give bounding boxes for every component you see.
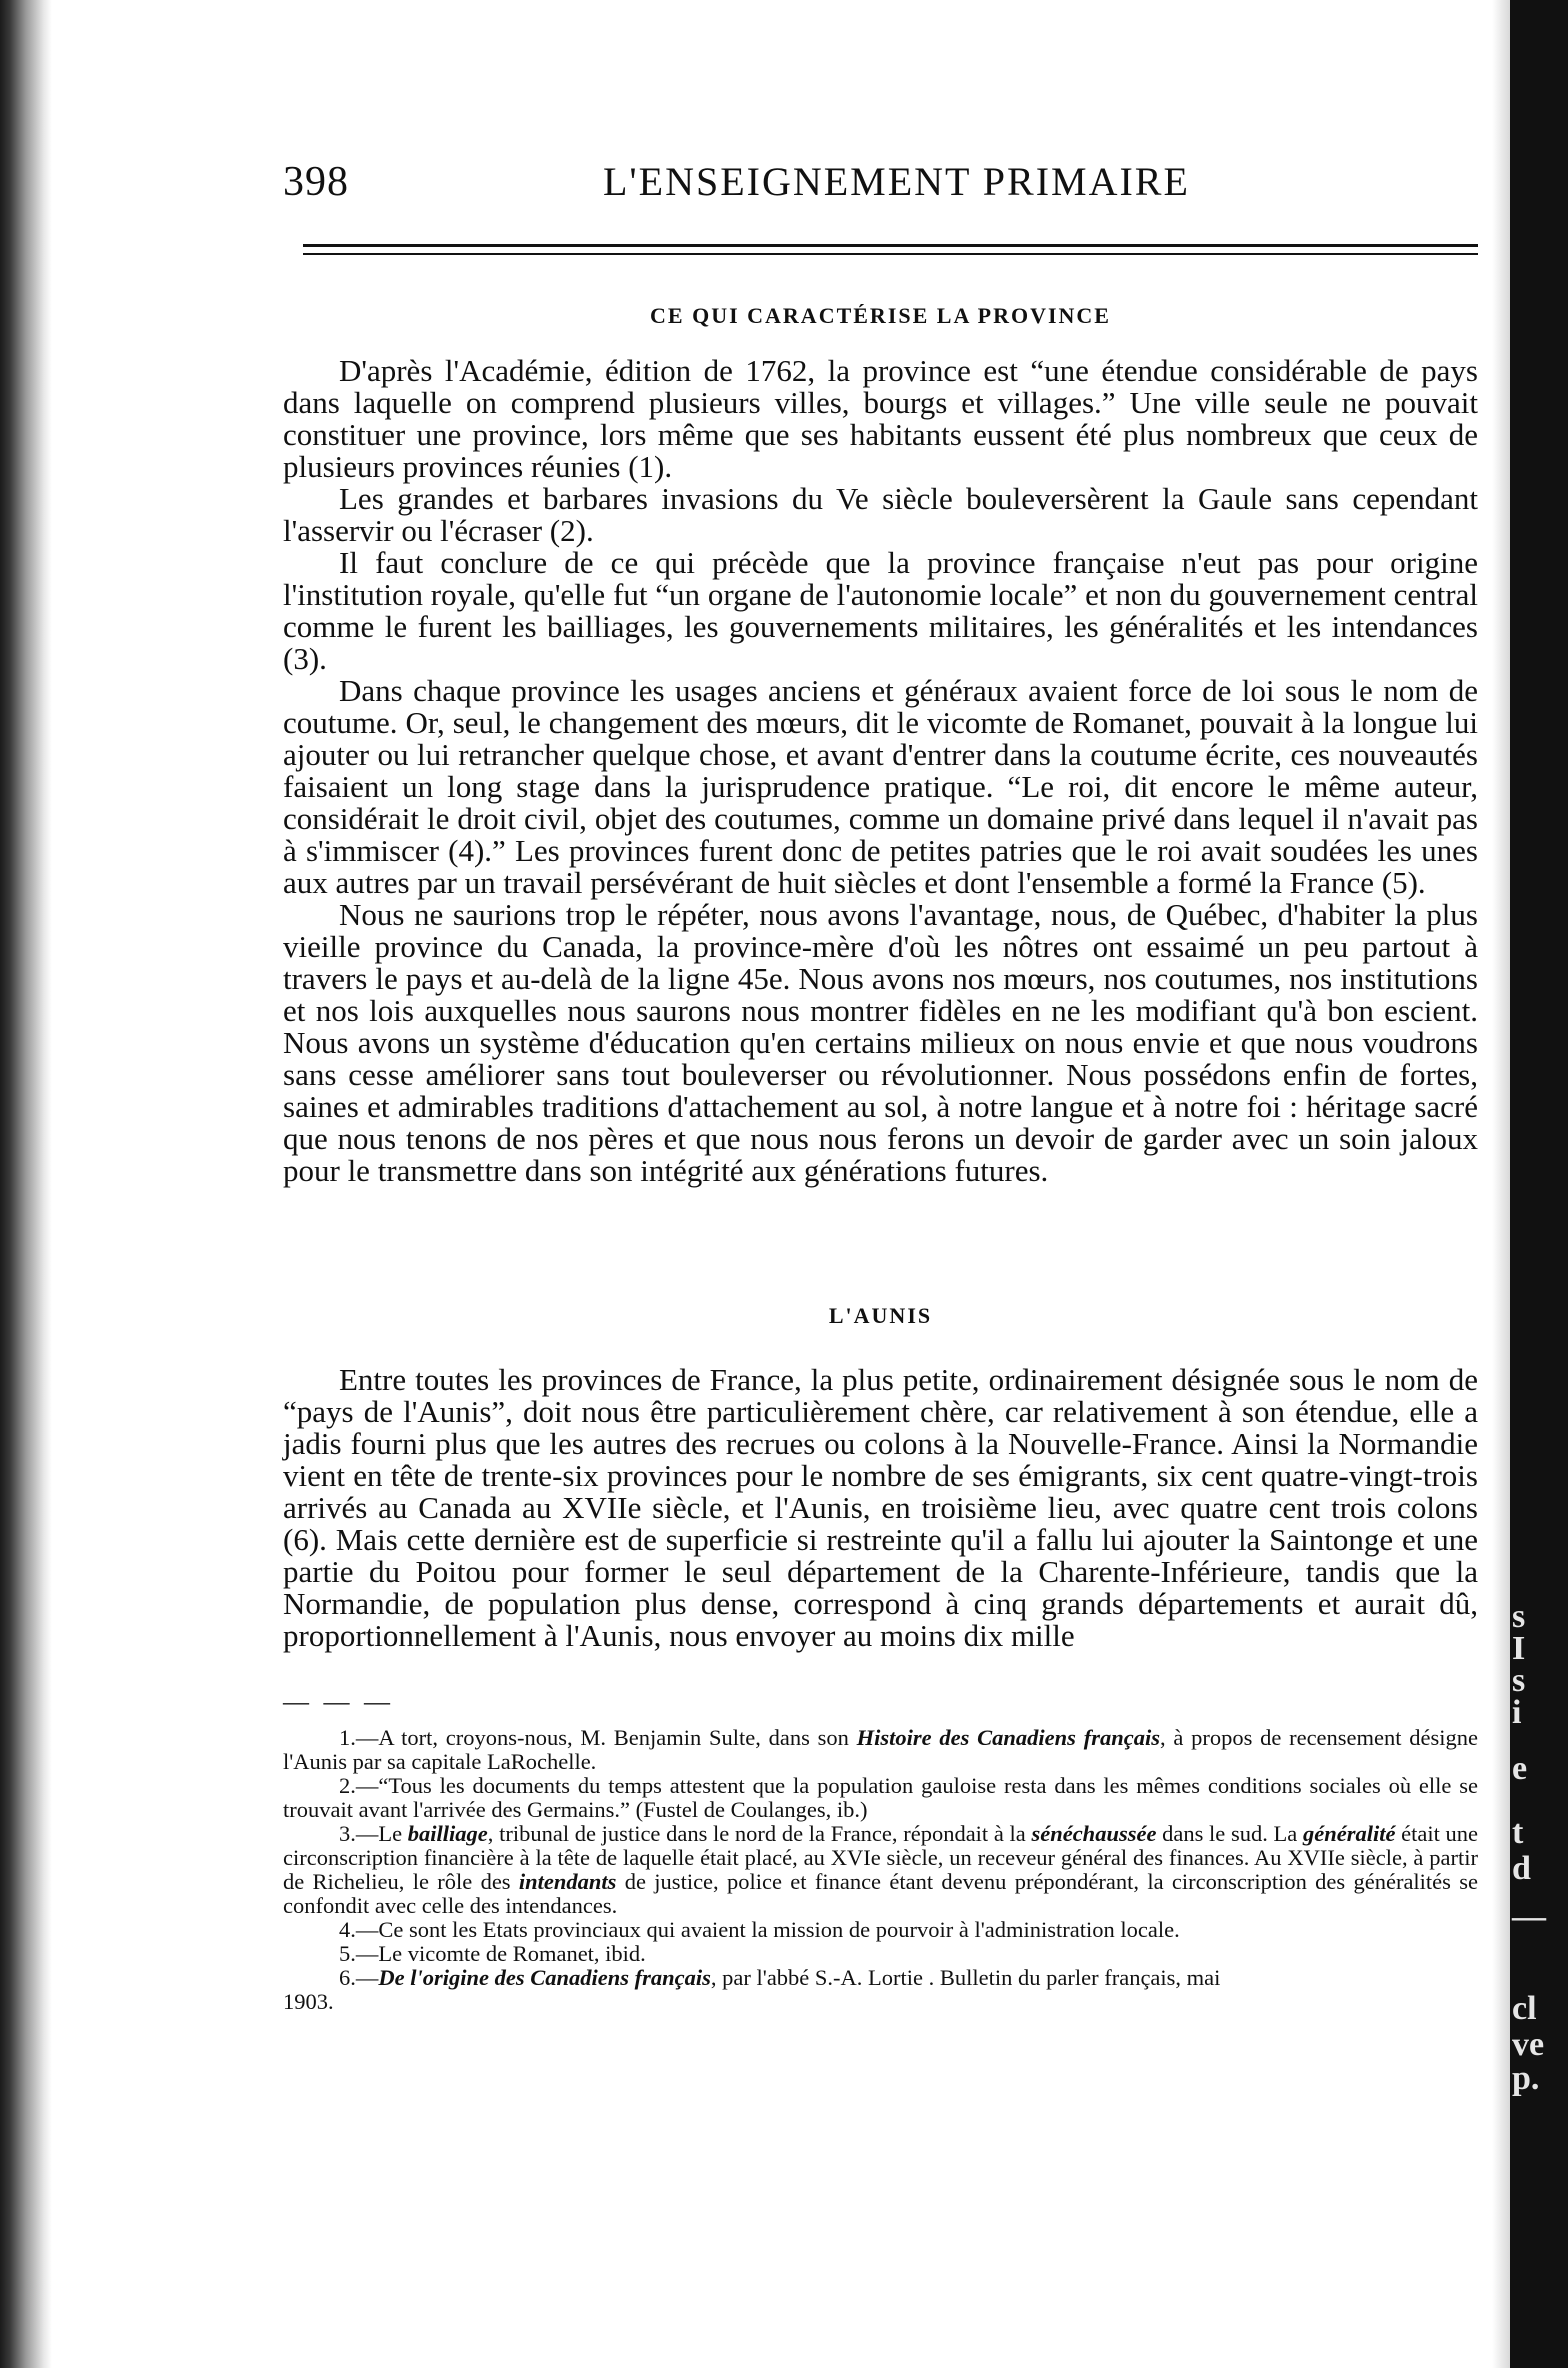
footnote-5: 5.—Le vicomte de Romanet, ibid. <box>339 1941 646 1966</box>
section-heading-province: CE QUI CARACTÉRISE LA PROVINCE <box>650 303 1111 328</box>
paragraph: Dans chaque province les usages anciens et généraux avaient force de loi sous le nom de coutume. Or, seul, le changement des mœurs, dit le vicomte de Romanet, pouvait à la longue lui ajouter ou lui retrancher quelque chose, et avant d'entrer dans la coutume écrite, ces nouveautés faisaient un long stage dans la jurisprudence pratique. “Le roi, dit encore le même auteur, considérait le droit civil, objet des coutumes, comme un domaine privé dans lequel il n'avait pas à s'immiscer (4).” Les provinces furent donc de petites patries que le roi avait soudées les unes aux autres par un travail persévérant de huit siècles et dont l'ensemble a formé la France (5). <box>283 673 1478 900</box>
verso-fragment: cl <box>1512 1990 1537 2027</box>
footnote-6-year: 1903. <box>283 1989 334 2014</box>
paragraph: Nous ne saurions trop le répéter, nous avons l'avantage, nous, de Québec, d'habiter la plus vieille province du Canada, la province-mère d'où les nôtres ont essaimé un peu partout à travers le pays et au-delà de la ligne 45e. Nous avons nos mœurs, nos coutumes, nos institutions et nos lois auxquelles nous saurons nous montrer fidèles en ne les modifiant qu'à bon escient. Nous avons un système d'éducation qu'en certains milieux on nous envie et que nous voudrons sans cesse améliorer sans tout bouleverser ou révolutionner. Nous possédons enfin de fortes, saines et admirables traditions d'attachement au sol, à notre langue et à notre foi : héritage sacré que nous tenons de nos pères et que nous nous ferons un devoir de garder avec un soin jaloux pour le transmettre dans son intégrité aux générations futures. <box>283 897 1478 1188</box>
verso-fragment: e <box>1512 1750 1528 1787</box>
running-title: L'ENSEIGNEMENT PRIMAIRE <box>603 159 1190 204</box>
verso-fragment: p. <box>1512 2060 1540 2097</box>
footnote-3: 3.—Le bailliage, tribunal de justice dans le nord de la France, répondait à la sénéchaussée dans le sud. La généralité était une circonscription financière à la tête de laquelle était placé, au XVIe siècle, un receveur général des finances. Au XVIIe siècle, à partir de Richelieu, le rôle des intendants de justice, police et finance étant devenu prépondérant, la circonscription des généralités se confondit avec celle des intendances. <box>283 1821 1479 1918</box>
footnote-4: 4.—Ce sont les Etats provinciaux qui avaient la mission de pourvoir à l'administration locale. <box>339 1917 1180 1942</box>
paragraph: Entre toutes les provinces de France, la plus petite, ordinairement désignée sous le nom de “pays de l'Aunis”, doit nous être particulièrement chère, car relativement à son étendue, elle a jadis fourni plus que les autres des recrues ou colons à la Nouvelle-France. Ainsi la Normandie vient en tête de trente-six provinces pour le nombre de ses émigrants, six cent quatre-vingt-trois arrivés au Canada au XVIIe siècle, et l'Aunis, en troisième lieu, avec quatre cent trois colons (6). Mais cette dernière est de superficie si restreinte qu'il a fallu lui ajouter la Saintonge et une partie du Poitou pour former le seul département de la Charente-Inférieure, tandis que la Normandie, de population plus dense, correspond à cinq grands départements et aurait dû, proportionnellement à l'Aunis, nous envoyer au moins dix mille <box>283 1362 1478 1653</box>
footnote-1: 1.—A tort, croyons-nous, M. Benjamin Sulte, dans son Histoire des Canadiens français, à propos de recensement désigne l'Aunis par sa capitale LaRochelle. <box>283 1725 1479 1774</box>
footnotes <box>283 1726 1478 2014</box>
verso-fragment: — <box>1512 1898 1546 1935</box>
verso-fragment: s <box>1512 1598 1526 1635</box>
page-number: 398 <box>283 159 349 205</box>
verso-fragment: t <box>1512 1814 1524 1851</box>
header-rule-thin <box>303 253 1478 255</box>
footnote-2: 2.—“Tous les documents du temps attestent que la population gauloise resta dans les mêmes conditions sociales où elle se trouvait avant l'arrivée des Germains.” (Fustel de Coulanges, ib.) <box>283 1773 1478 1822</box>
verso-fragment: i <box>1512 1694 1522 1731</box>
section-body-aunis <box>283 1364 1478 1652</box>
paragraph: D'après l'Académie, édition de 1762, la province est “une étendue considérable de pays dans laquelle on comprend plusieurs villes, bourgs et villages.” Une ville seule ne pouvait constituer une province, lors même que ses habitants eussent été plus nombreux que ceux de plusieurs provinces réunies (1). <box>283 353 1478 484</box>
paragraph: Il faut conclure de ce qui précède que la province française n'eut pas pour origine l'institution royale, qu'elle fut “un organe de l'autonomie locale” et non du gouvernement central comme le furent les bailliages, les gouvernements militaires, les généralités et les intendances (3). <box>283 545 1478 676</box>
page-edge-left <box>0 0 52 2368</box>
footnote-separator: — — — <box>283 1687 394 1716</box>
verso-fragment: s <box>1512 1662 1526 1699</box>
paragraph: Les grandes et barbares invasions du Ve siècle bouleversèrent la Gaule sans cependant l'asservir ou l'écraser (2). <box>283 481 1478 548</box>
verso-fragment: d <box>1512 1850 1531 1887</box>
section-heading-aunis: L'AUNIS <box>828 1303 933 1328</box>
page-edge-gutter <box>1492 0 1510 2368</box>
header-rule <box>303 244 1478 247</box>
verso-fragment: ve <box>1512 2026 1545 2063</box>
section-body-province <box>283 355 1478 1187</box>
footnote-6: 6.—De l'origine des Canadiens français, par l'abbé S.-A. Lortie . Bulletin du parler français, mai <box>339 1965 1221 1990</box>
running-header <box>283 158 1478 208</box>
verso-fragment: I <box>1512 1630 1526 1667</box>
